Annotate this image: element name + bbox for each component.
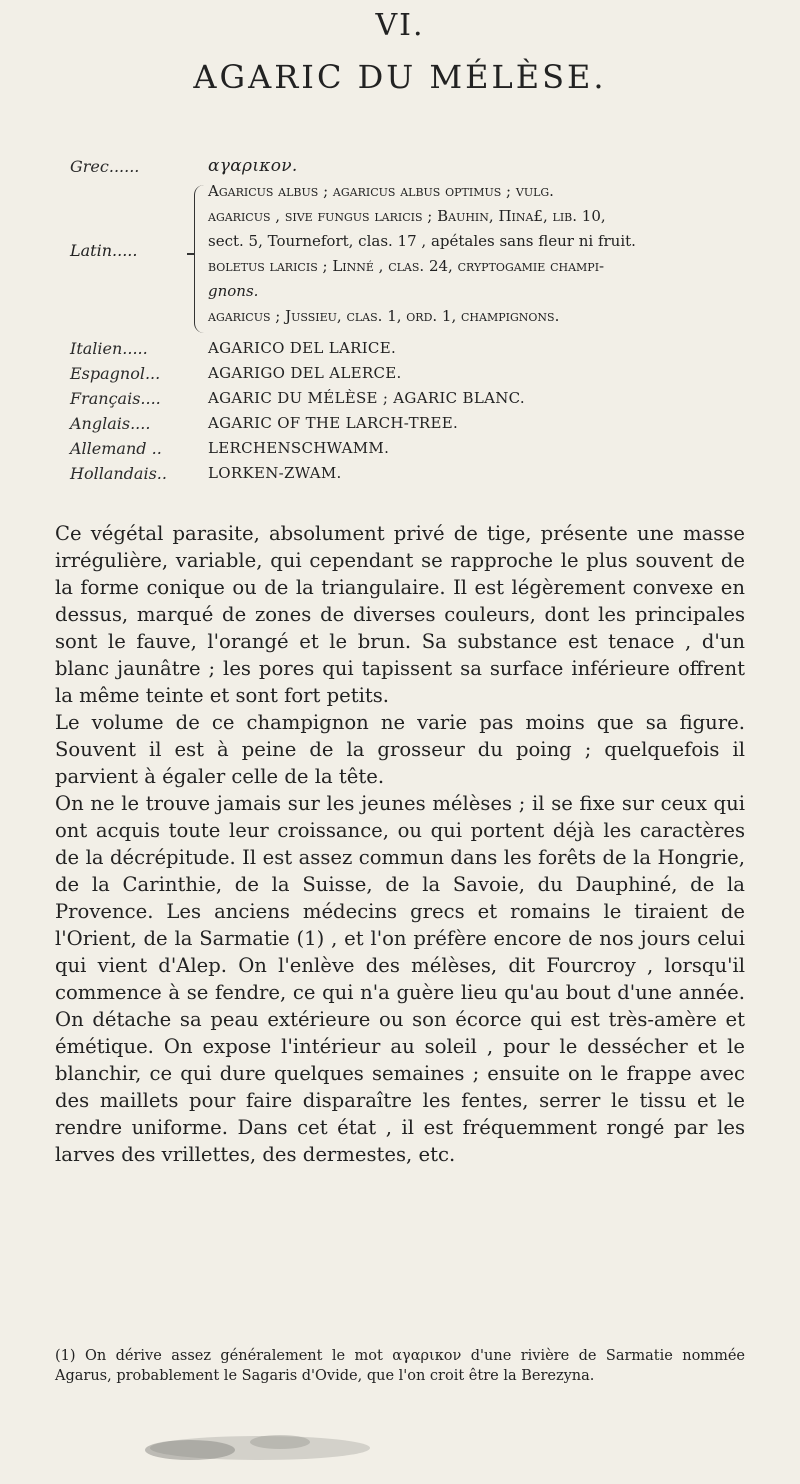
ink-stain-icon — [130, 1420, 390, 1470]
synonym-row — [70, 361, 770, 386]
latin-line: boletus laricis ; Linné , clas. 24, cryptogamie champi- — [208, 257, 605, 275]
footnote: (1) On dérive assez généralement le mot αγαρικον d'une rivière de Sarmatie nommée Agarus, probablement le Sagaris d'Ovide, que l'on croit être la Berezyna. — [55, 1348, 745, 1384]
synonym-row — [70, 436, 770, 461]
synonym-row-greek — [70, 154, 770, 179]
paragraph: Le volume de ce champignon ne varie pas moins que sa figure. Souvent il est à peine de la grosseur du poing ; quelquefois il parvient à égaler celle de la tête. — [55, 711, 745, 788]
language-label: Allemand .. — [70, 439, 162, 458]
latin-line: gnons. — [208, 282, 259, 300]
synonym-value: LORKEN-ZWAM. — [208, 464, 342, 482]
synonym-row-latin — [70, 179, 770, 336]
language-label: Italien..... — [70, 339, 148, 358]
synonyms-list — [70, 154, 770, 486]
language-label: Grec...... — [70, 157, 140, 176]
language-label: Français.... — [70, 389, 161, 408]
synonym-value: αγαρικον. — [208, 156, 298, 176]
latin-line: Agaricus albus ; agaricus albus optimus ; vulg. — [208, 182, 554, 200]
synonym-value: LERCHENSCHWAMM. — [208, 439, 390, 457]
language-label: Latin..... — [70, 241, 138, 260]
latin-line: sect. 5, Tournefort, clas. 17 , apétales sans fleur ni fruit. — [208, 232, 636, 250]
language-label: Hollandais.. — [70, 464, 167, 483]
language-label: Anglais.... — [70, 414, 151, 433]
synonym-row — [70, 336, 770, 361]
paragraph: Ce végétal parasite, absolument privé de tige, présente une masse irrégulière, variable, qui cependant se rapproche le plus souvent de la forme conique ou de la triangulaire. Il est légèrement convexe en dessus, marqué de zones de diverses couleurs, dont les principales sont le fauve, l'orangé et le brun. Sa substance est tenace , d'un blanc jaunâtre ; les pores qui tapissent sa surface inférieure offrent la même teinte et sont fort petits. — [55, 522, 745, 707]
curly-brace — [194, 185, 205, 333]
synonym-value: AGARICO DEL LARICE. — [208, 339, 397, 357]
language-label: Espagnol... — [70, 364, 161, 383]
latin-synonyms — [208, 179, 768, 329]
synonym-row — [70, 411, 770, 436]
synonym-value: AGARIC DU MÉLÈSE ; AGARIC BLANC. — [208, 389, 525, 407]
latin-line: agaricus , sive fungus laricis ; Bauhin, Πινα£, lib. 10, — [208, 207, 606, 225]
synonym-value: AGARIC OF THE LARCH-TREE. — [208, 414, 459, 432]
paragraph: On ne le trouve jamais sur les jeunes mélèses ; il se fixe sur ceux qui ont acquis toute leur croissance, ou qui portent déjà les caractères de la décrépitude. Il est assez commun dans les forêts de la Hongrie, de la Carinthie, de la Suisse, de la Savoie, du Dauphiné, de la Provence. Les anciens médecins grecs et romains le tiraient de l'Orient, de la Sarmatie (1) , et l'on préfère encore de nos jours celui qui vient d'Alep. On l'enlève des mélèses, dit Fourcroy , lorsqu'il commence à se fendre, ce qui n'a guère lieu qu'au bout d'une année. On détache sa peau extérieure ou son écorce qui est très-amère et émétique. On expose l'intérieur au soleil , pour le dessécher et le blanchir, ce qui dure quelques semaines ; ensuite on le frappe avec des maillets pour faire disparaître les fentes, serrer le tissu et le rendre uniforme. Dans cet état , il est fréquemment rongé par les larves des vrillettes, des dermestes, etc. — [55, 792, 745, 1166]
latin-line: agaricus ; Jussieu, clas. 1, ord. 1, champignons. — [208, 307, 560, 325]
synonym-row — [70, 461, 770, 486]
synonym-value: AGARIGO DEL ALERCE. — [208, 364, 402, 382]
page-title: AGARIC DU MÉLÈSE. — [193, 58, 607, 96]
synonym-row — [70, 386, 770, 411]
chapter-number: VI. — [375, 8, 425, 43]
body-text — [55, 520, 745, 1168]
